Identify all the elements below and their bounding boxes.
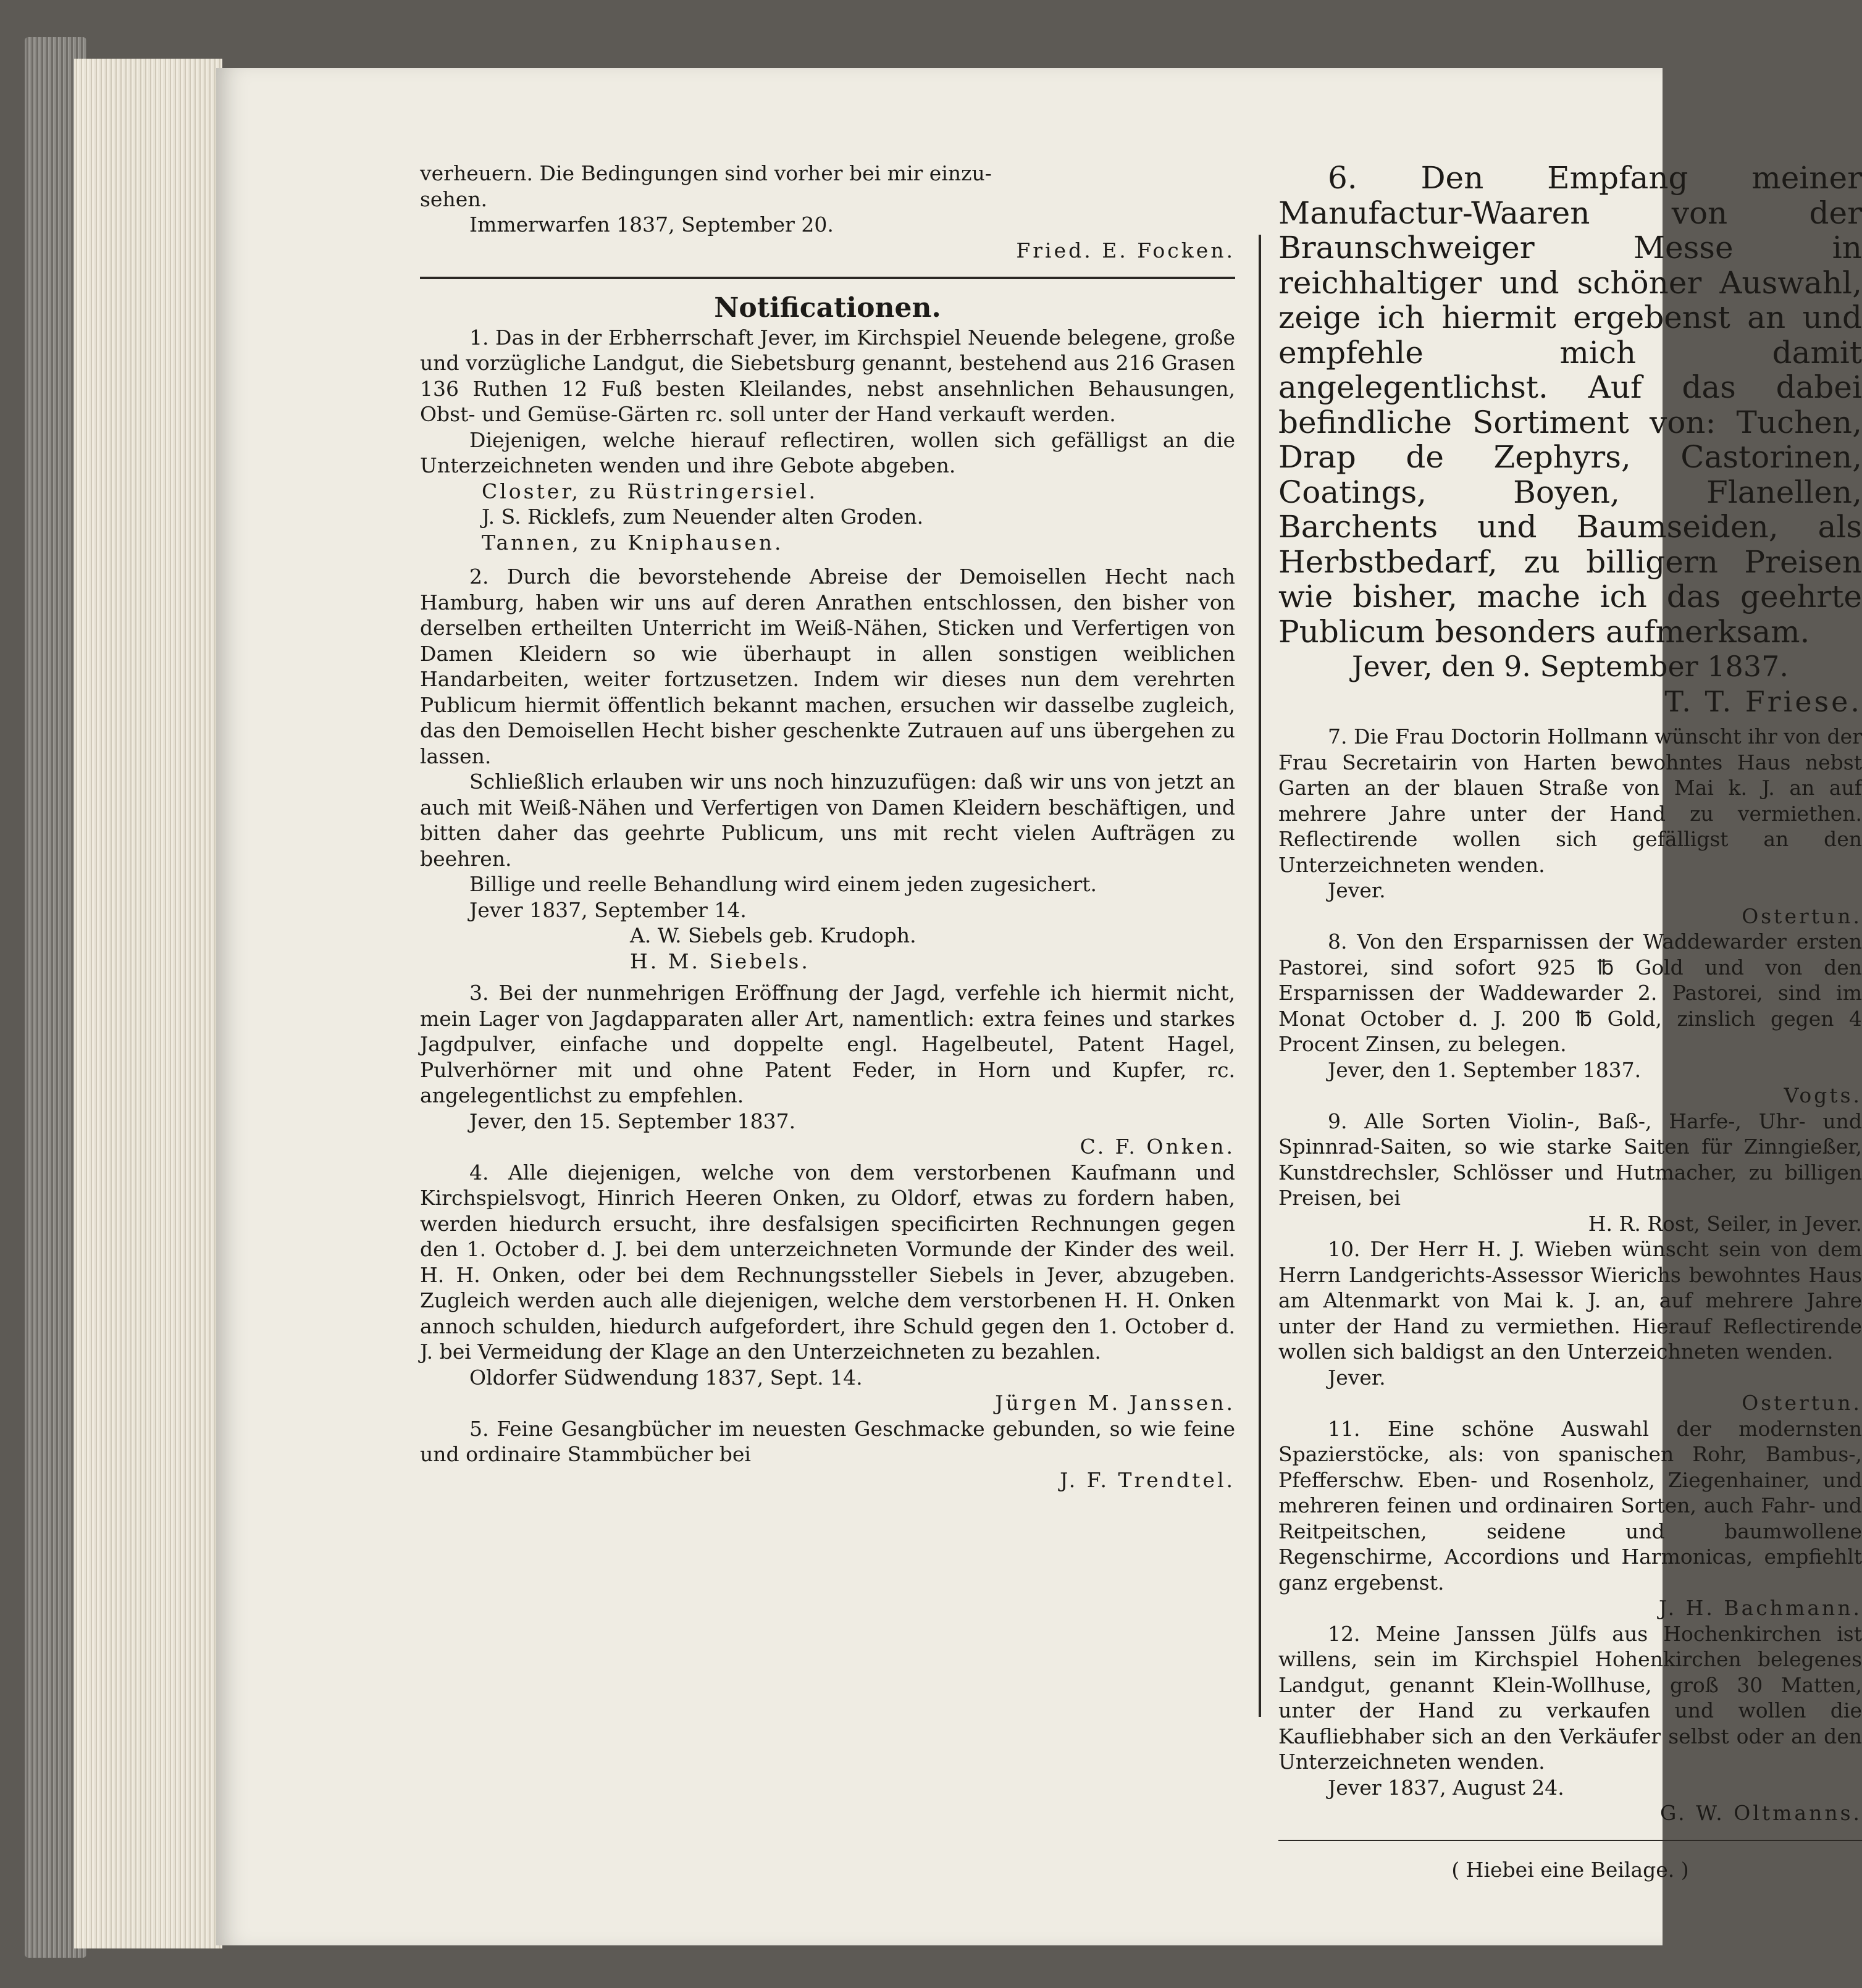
notice-4-signature: Jürgen M. Janssen. [995, 1391, 1235, 1415]
notice-2-signature-1: A. W. Siebels geb. Krudoph. [630, 923, 916, 947]
notice-1-signature-2: J. S. Ricklefs, zum Neuender alten Groden. [482, 505, 924, 529]
notice-12-place-date: Jever 1837, August 24. [1328, 1775, 1564, 1800]
right-column [1278, 161, 1862, 1882]
left-column [420, 161, 1235, 1493]
section-heading: Notificationen. [714, 292, 941, 324]
notice-1-text: 1. Das in der Erbherrschaft Jever, im Kirchspiel Neuende belegene, große und vorzügliche Landgut, die Siebetsburg genannt, bestehend aus 216 Grasen 136 Ruthen 12 Fuß besten Kleilandes, nebst ansehnlichen Behausungen, Obst- und Gemüse-Gärten rc. soll unter der Hand verkauft werden. [420, 325, 1235, 426]
notice-12-signature: G. W. Oltmanns. [1659, 1801, 1862, 1825]
notice-2-signature-2: H. M. Siebels. [630, 949, 810, 973]
notice-8-signature: Vogts. [1784, 1083, 1862, 1107]
notice-1-signature-1: Closter, zu Rüstringersiel. [482, 479, 818, 503]
notice-7-signature: Ostertun. [1742, 904, 1862, 928]
notice-5-text: 5. Feine Gesangbücher im neuesten Geschmacke gebunden, so wie feine und ordinaire Stammbücher bei [420, 1416, 1235, 1466]
notice-7-place: Jever. [1328, 878, 1386, 902]
notice-6-place-date: Jever, den 9. September 1837. [1352, 650, 1789, 683]
notice-5-signature: J. F. Trendtel. [1060, 1467, 1235, 1492]
intro-line-1: verheuern. Die Bedingungen sind vorher bei mir einzu- [420, 161, 992, 185]
column-divider [1259, 235, 1261, 1717]
closing-rule [1278, 1840, 1862, 1841]
notice-2-place-date: Jever 1837, September 14. [469, 897, 747, 922]
notice-2-text-2: Schließlich erlauben wir uns noch hinzuzufügen: daß wir uns von jetzt an auch mit Weiß-Nähen und Verfertigen von Damen Kleidern beschäftigen, und bitten daher das geehrte Publicum, uns mit recht vielen Aufträgen zu beehren. [420, 770, 1235, 871]
notice-8-text: 8. Von den Ersparnissen der Waddewarder ersten Pastorei, sind sofort 925 ℔ Gold und von den Ersparnissen der Waddewarder 2. Pastorei, sind im Monat October d. J. 200 ℔ Gold, zinslich gegen 4 Procent Zinsen, zu belegen. [1278, 929, 1862, 1056]
notice-6-text: 6. Den Empfang meiner Manufactur-Waaren von der Braunschweiger Messe in reichhaltiger und schöner Auswahl, zeige ich hiermit ergebenst an und empfehle mich damit angelegentlichst. Auf das dabei befindliche Sortiment von: Tuchen, Drap de Zephyrs, Castorinen, Coatings, Boyen, Flanellen, Barchents und Baumseiden, als Herbstbedarf, zu billigern Preisen wie bisher, mache ich das geehrte Publicum besonders aufmerksam. [1278, 160, 1862, 650]
notice-6-signature: T. T. Friese. [1664, 684, 1862, 718]
intro-signature: Fried. E. Focken. [1016, 238, 1235, 262]
intro-place-date: Immerwarfen 1837, September 20. [469, 212, 834, 237]
notice-12-text: 12. Meine Janssen Jülfs aus Hochenkirchen ist willens, sein im Kirchspiel Hohenkirchen belegenes Landgut, genannt Klein-Wollhuse, groß 30 Matten, unter der Hand zu verkaufen und wollen die Kaufliebhaber sich an den Verkäufer selbst oder an den Unterzeichneten wenden. [1278, 1621, 1862, 1774]
section-rule [420, 277, 1235, 279]
supplement-note: ( Hiebei eine Beilage. ) [1451, 1857, 1689, 1882]
notice-4-place-date: Oldorfer Südwendung 1837, Sept. 14. [469, 1365, 863, 1390]
notice-3-place-date: Jever, den 15. September 1837. [469, 1109, 796, 1133]
notice-4-text: 4. Alle diejenigen, welche von dem verstorbenen Kaufmann und Kirchspielsvogt, Hinrich Heeren Onken, zu Oldorf, etwas zu fordern haben, werden hiedurch ersucht, ihre desfalsigen specificirten Rechnungen gegen den 1. October d. J. bei dem unterzeichneten Vormunde der Kinder des weil. H. H. Onken, oder bei dem Rechnungssteller Siebels in Jever, abzugeben. Zugleich werden auch alle diejenigen, welche dem verstorbenen H. H. Onken annoch schulden, hiedurch aufgefordert, ihre Schuld gegen den 1. October d. J. bei Vermeidung der Klage an den Unterzeichneten zu bezahlen. [420, 1160, 1235, 1364]
notice-1-signature-3: Tannen, zu Kniphausen. [482, 530, 784, 555]
notice-10-signature: Ostertun. [1742, 1391, 1862, 1415]
page-edges [74, 59, 222, 1948]
notice-9-signature: H. R. Rost, Seiler, in Jever. [1588, 1211, 1862, 1236]
notice-11-text: 11. Eine schöne Auswahl der modernsten Spazierstöcke, als: von spanischen Rohr, Bambus-, Pfefferschw. Eben- und Rosenholz, Ziegenhainer, und mehreren feinen und ordinairen Sorten, auch Fahr- und Reitpeitschen, seidene und baumwollene Regenschirme, Accordions und Harmonicas, empfiehlt ganz ergebenst. [1278, 1416, 1862, 1595]
intro-line-2: sehen. [420, 187, 487, 211]
notice-1-text-2: Diejenigen, welche hierauf reflectiren, wollen sich gefälligst an die Unterzeichneten wenden und ihre Gebote abgeben. [420, 427, 1235, 477]
notice-2-text-3: Billige und reelle Behandlung wird einem jeden zugesichert. [469, 872, 1097, 896]
notice-10-place: Jever. [1328, 1365, 1386, 1390]
newspaper-page [216, 68, 1862, 1945]
notice-10-text: 10. Der Herr H. J. Wieben wünscht sein von dem Herrn Landgerichts-Assessor Wierichs bewohntes Haus am Altenmarkt von Mai k. J. an, auf mehrere Jahre unter der Hand zu vermiethen. Hierauf Reflectirende wollen sich baldigst an den Unterzeichneten wenden. [1278, 1237, 1862, 1364]
notice-11-signature: J. H. Bachmann. [1658, 1596, 1862, 1620]
notice-3-text: 3. Bei der nunmehrigen Eröffnung der Jagd, verfehle ich hiermit nicht, mein Lager von Jagdapparaten aller Art, namentlich: extra feines und starkes Jagdpulver, einfache und doppelte engl. Hagelbeutel, Patent Hagel, Pulverhörner mit und ohne Patent Feder, in Horn und Kupfer, rc. angelegentlichst zu empfehlen. [420, 981, 1235, 1107]
notice-7-text: 7. Die Frau Doctorin Hollmann wünscht ihr von der Frau Secretairin von Harten bewohntes Haus nebst Garten an der blauen Straße von Mai k. J. an auf mehrere Jahre unter der Hand zu vermiethen. Reflectirende wollen sich gefälligst an den Unterzeichneten wenden. [1278, 724, 1862, 877]
notice-3-signature: C. F. Onken. [1080, 1135, 1235, 1159]
notice-9-text: 9. Alle Sorten Violin-, Baß-, Harfe-, Uhr- und Spinnrad-Saiten, so wie starke Saiten für Zinngießer, Kunstdrechsler, Schlösser und Hutmacher, zu billigen Preisen, bei [1278, 1109, 1862, 1210]
notice-8-place-date: Jever, den 1. September 1837. [1328, 1057, 1642, 1082]
notice-2-text: 2. Durch die bevorstehende Abreise der Demoisellen Hecht nach Hamburg, haben wir uns auf deren Anrathen entschlossen, den bisher von derselben ertheilten Unterricht im Weiß-Nähen, Sticken und Verfertigen von Damen Kleidern so wie überhaupt in allen sonstigen weiblichen Handarbeiten, weiter fortzusetzen. Indem wir dieses nun dem verehrten Publicum hiermit öffentlich bekannt machen, ersuchen wir dasselbe zugleich, das den Demoisellen Hecht bisher geschenkte Zutrauen auf uns übergehen zu lassen. [420, 564, 1235, 768]
